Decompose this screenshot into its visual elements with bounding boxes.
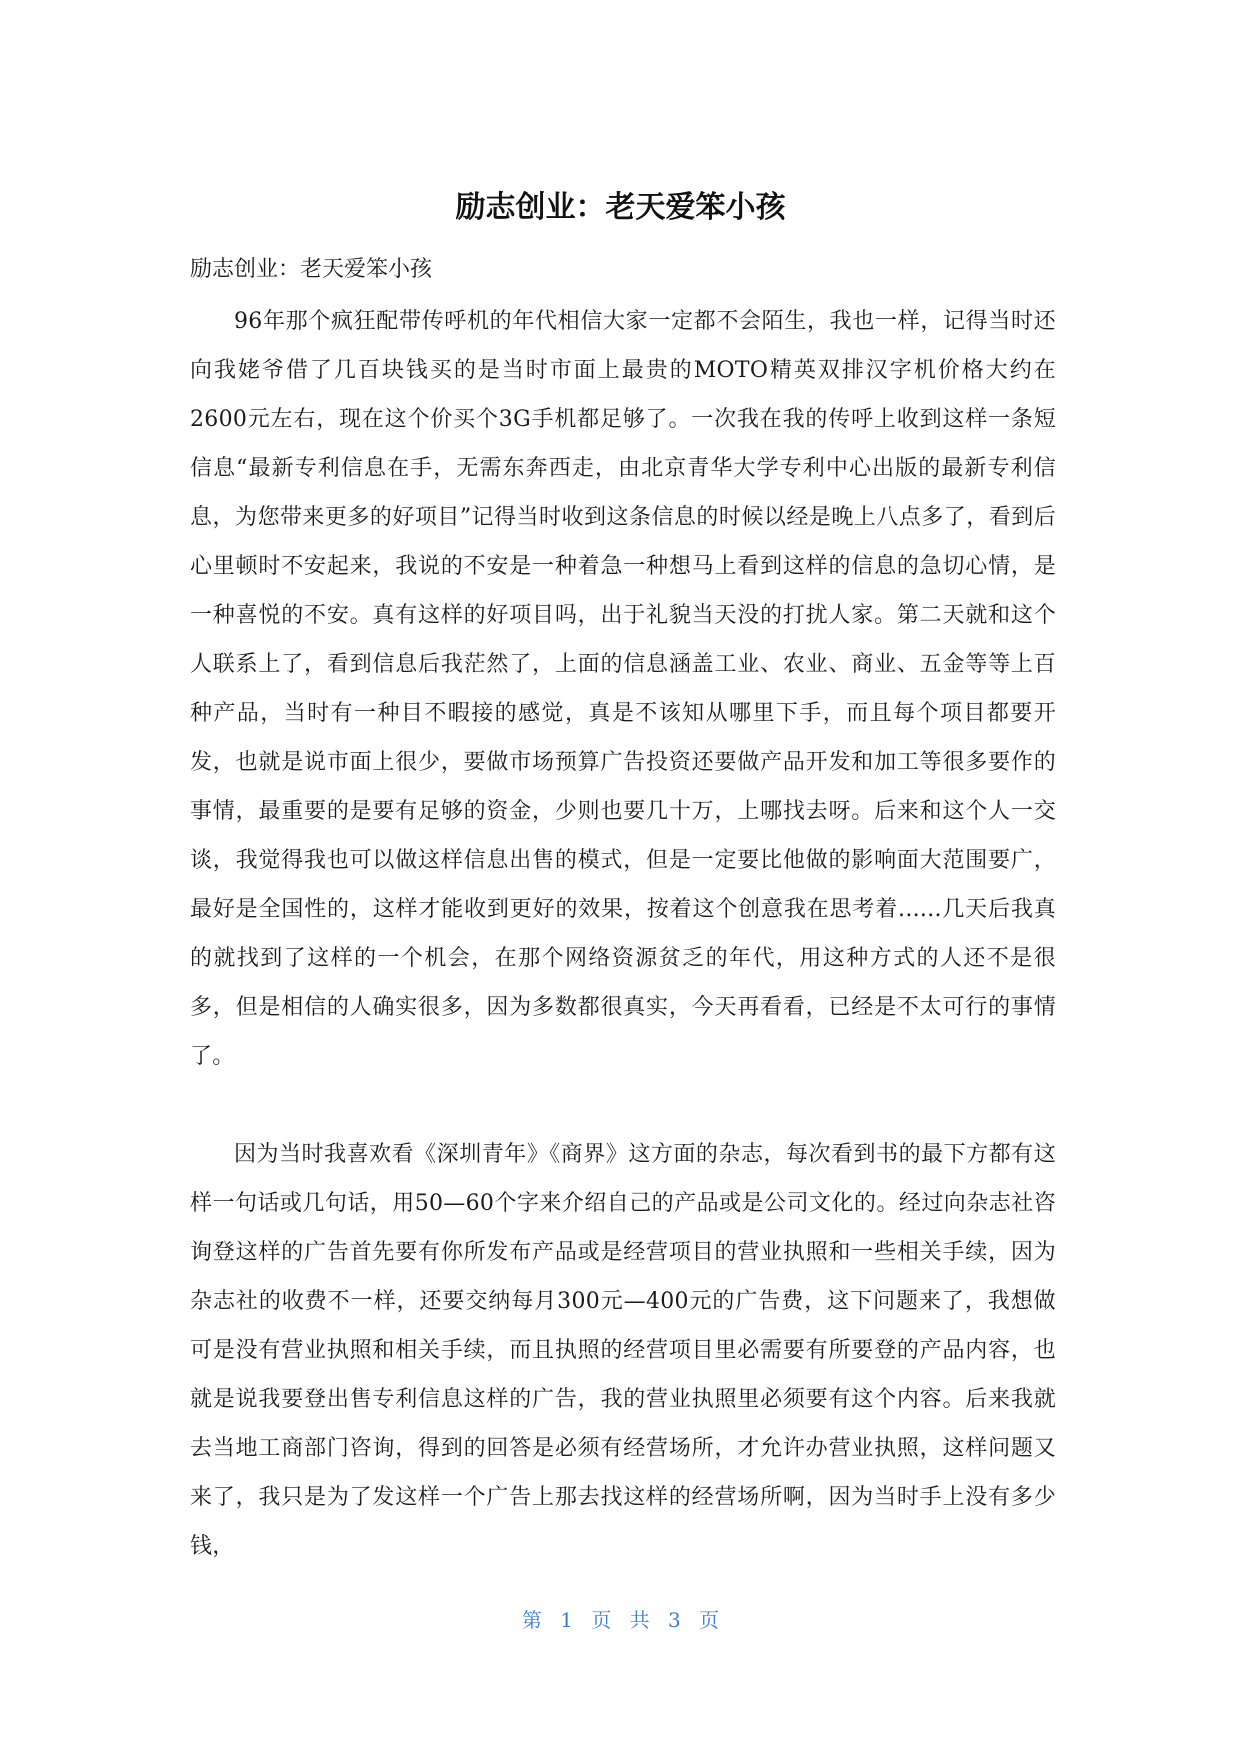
body-paragraph: 96年那个疯狂配带传呼机的年代相信大家一定都不会陌生，我也一样，记得当时还向我姥爷借了几百块钱买的是当时市面上最贵的MOTO精英双排汉字机价格大约在2600元左右，现在这个价买个3G手机都足够了。一次我在我的传呼上收到这样一条短信息“最新专利信息在手，无需东奔西走，由北京青华大学专利中心出版的最新专利信息，为您带来更多的好项目”记得当时收到这条信息的时候以经是晚上八点多了，看到后心里顿时不安起来，我说的不安是一种着急一种想马上看到这样的信息的急切心情，是一种喜悦的不安。真有这样的好项目吗，出于礼貌当天没的打扰人家。第二天就和这个人联系上了，看到信息后我茫然了，上面的信息涵盖工业、农业、商业、五金等等上百种产品，当时有一种目不暇接的感觉，真是不该知从哪里下手，而且每个项目都要开发，也就是说市面上很少，要做市场预算广告投资还要做产品开发和加工等很多要作的事情，最重要的是要有足够的资金，少则也要几十万，上哪找去呀。后来和这个人一交谈，我觉得我也可以做这样信息出售的模式，但是一定要比他做的影响面大范围要广，最好是全国性的，这样才能收到更好的效果，按着这个创意我在思考着......几天后我真的就找到了这样的一个机会，在那个网络资源贫乏的年代，用这种方式的人还不是很多，但是相信的人确实很多，因为多数都很真实，今天再看看，已经是不太可行的事情了。 <box>190 309 1056 1069</box>
document-title: 励志创业：老天爱笨小孩 <box>455 190 786 225</box>
body-paragraph: 因为当时我喜欢看《深圳青年》《商界》这方面的杂志，每次看到书的最下方都有这样一句话或几句话，用50—60个字来介绍自己的产品或是公司文化的。经过向杂志社咨询登这样的广告首先要有你所发布产品或是经营项目的营业执照和一些相关手续，因为杂志社的收费不一样，还要交纳每月300元—400元的广告费，这下问题来了，我想做可是没有营业执照和相关手续，而且执照的经营项目里必需要有所要登的产品内容，也就是说我要登出售专利信息这样的广告，我的营业执照里必须要有这个内容。后来我就去当地工商部门咨询，得到的回答是必须有经营场所，才允许办营业执照，这样问题又来了，我只是为了发这样一个广告上那去找这样的经营场所啊，因为当时手上没有多少钱， <box>190 1142 1056 1559</box>
page-number-footer: 第 1 页 共 3 页 <box>521 1608 720 1632</box>
document-subtitle: 励志创业：老天爱笨小孩 <box>190 257 433 282</box>
